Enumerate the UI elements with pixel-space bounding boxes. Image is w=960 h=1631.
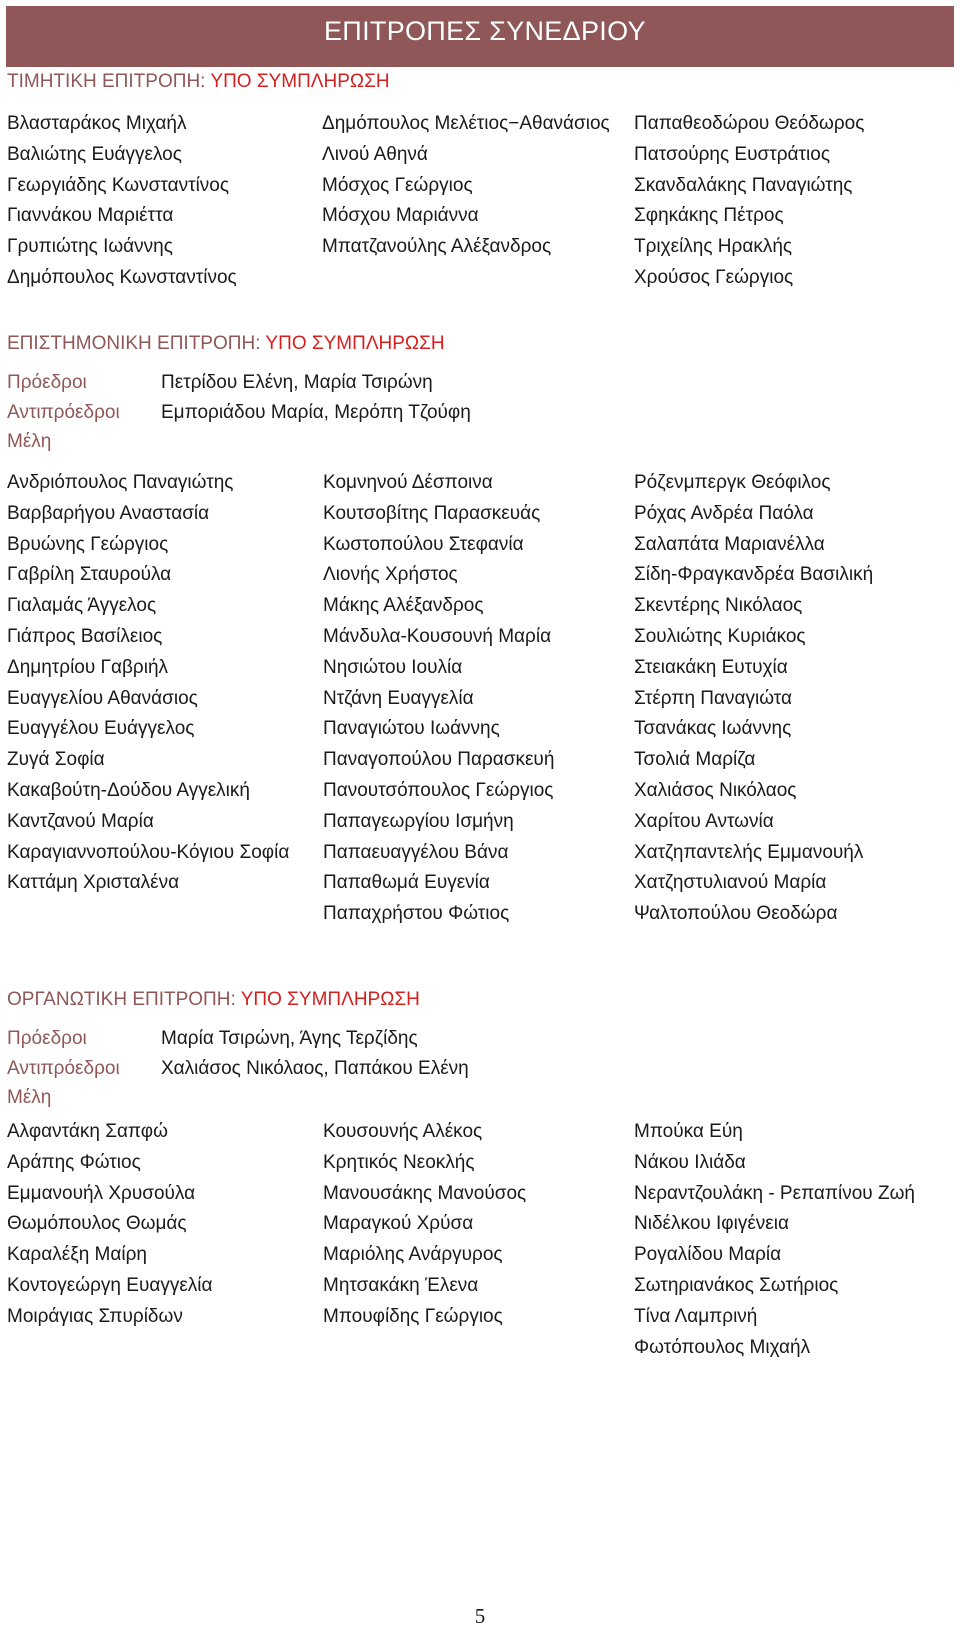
member-name: Κουσουνής Αλέκος	[323, 1121, 483, 1142]
organizing-column-1	[7, 1117, 213, 1333]
organizing-presidents-value: Μαρία Τσιρώνη, Άγης Τερζίδης	[161, 1028, 418, 1049]
member-name: Σκανδαλάκης Παναγιώτης	[634, 174, 853, 196]
honorary-heading-status: ΥΠΟ ΣΥΜΠΛΗΡΩΣΗ	[210, 71, 390, 92]
honorary-column-3	[634, 109, 864, 294]
member-name: Νεραντζουλάκη - Ρεπαπίνου Ζωή	[634, 1182, 915, 1204]
organizing-heading-status: ΥΠΟ ΣΥΜΠΛΗΡΩΣΗ	[240, 989, 420, 1010]
member-name: Σφηκάκης Πέτρος	[634, 205, 784, 227]
member-name: Κομνηνού Δέσποινα	[323, 472, 493, 493]
member-name: Μπουφίδης Γεώργιος	[323, 1305, 503, 1327]
member-name: Καντζανού Μαρία	[7, 810, 154, 832]
member-name: Μητσακάκη Έλενα	[323, 1274, 479, 1296]
member-name: Παπαθεοδώρου Θεόδωρος	[634, 113, 865, 134]
page-banner	[6, 6, 954, 67]
member-name: Ζυγά Σοφία	[7, 749, 105, 771]
organizing-vice-presidents-label: Αντιπρόεδροι	[7, 1058, 120, 1079]
member-name: Γρυπιώτης Ιωάννης	[7, 236, 173, 258]
scientific-members-label: Μέλη	[7, 431, 52, 452]
member-name: Χαλιάσος Νικόλαος	[634, 779, 797, 801]
member-name: Λινού Αθηνά	[322, 143, 428, 165]
member-name: Αράπης Φώτιος	[7, 1151, 141, 1173]
member-name: Καττάμη Χρισταλένα	[7, 872, 180, 894]
member-name: Χρούσος Γεώργιος	[634, 266, 794, 288]
organizing-members-label: Μέλη	[7, 1087, 52, 1108]
page-number: 5	[474, 1604, 486, 1628]
member-name: Μάνδυλα-Κουσουνή Μαρία	[323, 625, 552, 647]
member-name: Χατζηστυλιανού Μαρία	[634, 872, 827, 894]
scientific-presidents-label: Πρόεδροι	[7, 372, 87, 393]
organizing-vice-presidents-value: Χαλιάσος Νικόλαος, Παπάκου Ελένη	[161, 1058, 469, 1079]
member-name: Ρογαλίδου Μαρία	[634, 1244, 782, 1266]
member-name: Στέρπη Παναγιώτα	[634, 687, 793, 709]
member-name: Νιδέλκου Ιφιγένεια	[634, 1213, 789, 1235]
member-name: Θωμόπουλος Θωμάς	[7, 1213, 187, 1235]
member-name: Παπαθωμά Ευγενία	[323, 872, 490, 894]
member-name: Πανουτσόπουλος Γεώργιος	[323, 779, 554, 801]
member-name: Μόσχου Μαριάννα	[322, 205, 479, 227]
member-name: Βλασταράκος Μιχαήλ	[7, 113, 187, 134]
member-name: Γιάπρος Βασίλειος	[7, 625, 163, 647]
member-name: Τσανάκας Ιωάννης	[634, 718, 792, 740]
member-name: Λιονής Χρήστος	[323, 564, 458, 586]
member-name: Εμμανουήλ Χρυσούλα	[7, 1182, 196, 1204]
banner-title: ΕΠΙΤΡΟΠΕΣ ΣΥΝΕΔΡΙΟΥ	[324, 16, 646, 46]
honorary-column-2	[322, 109, 610, 263]
member-name: Κωστοπούλου Στεφανία	[323, 533, 524, 555]
member-name: Φωτόπουλος Μιχαήλ	[634, 1336, 811, 1358]
member-name: Παπαγεωργίου Ισμήνη	[323, 810, 514, 832]
member-name: Σαλαπάτα Μαριανέλλα	[634, 533, 825, 555]
member-name: Σίδη-Φραγκανδρέα Βασιλική	[634, 564, 874, 586]
member-name: Κοντογεώργη Ευαγγελία	[7, 1274, 213, 1296]
member-name: Πατσούρης Ευστράτιος	[634, 143, 830, 165]
scientific-heading-status: ΥΠΟ ΣΥΜΠΛΗΡΩΣΗ	[265, 333, 445, 354]
member-name: Ευαγγέλου Ευάγγελος	[7, 718, 195, 740]
member-name: Στειακάκη Ευτυχία	[634, 656, 788, 678]
member-name: Μόσχος Γεώργιος	[322, 174, 473, 196]
member-name: Βαλιώτης Ευάγγελος	[7, 143, 182, 165]
member-name: Γεωργιάδης Κωνσταντίνος	[7, 174, 230, 196]
member-name: Τίνα Λαμπρινή	[634, 1305, 758, 1327]
member-name: Σουλιώτης Κυριάκος	[634, 625, 806, 647]
member-name: Γιαννάκου Μαριέττα	[7, 205, 174, 227]
member-name: Δημητρίου Γαβριήλ	[7, 656, 169, 678]
member-name: Δημόπουλος Κωνσταντίνος	[7, 266, 237, 288]
scientific-column-3	[634, 468, 873, 930]
member-name: Παναγιώτου Ιωάννης	[323, 718, 500, 740]
member-name: Ρόζενμπεργκ Θεόφιλος	[634, 472, 831, 493]
member-name: Μαριόλης Ανάργυρος	[323, 1244, 503, 1266]
member-name: Ρόχας Ανδρέα Παόλα	[634, 502, 814, 524]
member-name: Ψαλτοπούλου Θεοδώρα	[634, 903, 838, 925]
member-name: Τσολιά Μαρίζα	[634, 749, 756, 771]
member-name: Σκεντέρης Νικόλαος	[634, 595, 803, 617]
member-name: Αλφαντάκη Σαπφώ	[7, 1121, 168, 1142]
member-name: Μπούκα Εύη	[634, 1121, 743, 1142]
member-name: Βρυώνης Γεώργιος	[7, 533, 169, 555]
member-name: Παπαευαγγέλου Βάνα	[323, 841, 509, 863]
member-name: Βαρβαρήγου Αναστασία	[7, 502, 210, 524]
member-name: Τριχείλης Ηρακλής	[634, 236, 793, 258]
member-name: Μπατζανούλης Αλέξανδρος	[322, 236, 552, 258]
scientific-column-1	[7, 468, 289, 899]
member-name: Νάκου Ιλιάδα	[634, 1151, 746, 1173]
member-name: Γιαλαμάς Άγγελος	[7, 595, 157, 617]
member-name: Παναγοπούλου Παρασκευή	[323, 749, 555, 771]
member-name: Νησιώτου Ιουλία	[323, 656, 463, 678]
scientific-presidents-value: Πετρίδου Ελένη, Μαρία Τσιρώνη	[161, 372, 433, 393]
member-name: Δημόπουλος Μελέτιος−Αθανάσιος	[322, 113, 610, 134]
scientific-vice-presidents-label: Αντιπρόεδροι	[7, 402, 120, 423]
member-name: Μαραγκού Χρύσα	[323, 1213, 474, 1235]
member-name: Κρητικός Νεοκλής	[323, 1151, 475, 1173]
member-name: Χατζηπαντελής Εμμανουήλ	[634, 841, 864, 863]
organizing-heading-label: ΟΡΓΑΝΩΤΙΚΗ ΕΠΙΤΡΟΠΗ:	[7, 989, 236, 1010]
scientific-column-2	[323, 468, 554, 930]
member-name: Σωτηριανάκος Σωτήριος	[634, 1274, 839, 1296]
member-name: Κακαβούτη-Δούδου Αγγελική	[7, 779, 250, 801]
member-name: Ντζάνη Ευαγγελία	[323, 687, 474, 709]
honorary-column-1	[7, 109, 237, 294]
member-name: Καραλέξη Μαίρη	[7, 1244, 147, 1266]
scientific-heading-label: ΕΠΙΣΤΗΜΟΝΙΚΗ ΕΠΙΤΡΟΠΗ:	[7, 333, 261, 354]
member-name: Χαρίτου Αντωνία	[634, 810, 774, 832]
member-name: Μοιράγιας Σπυρίδων	[7, 1305, 183, 1327]
scientific-heading	[7, 333, 445, 355]
scientific-vice-presidents-value: Εμποριάδου Μαρία, Μερόπη Τζούφη	[161, 402, 471, 423]
member-name: Μάκης Αλέξανδρος	[323, 595, 484, 617]
organizing-column-2	[323, 1117, 526, 1333]
organizing-heading	[7, 989, 420, 1011]
honorary-heading-label: ΤΙΜΗΤΙΚΗ ΕΠΙΤΡΟΠΗ:	[7, 71, 206, 92]
member-name: Παπαχρήστου Φώτιος	[323, 903, 510, 925]
member-name: Κουτσοβίτης Παρασκευάς	[323, 502, 541, 524]
honorary-heading	[7, 71, 390, 93]
member-name: Ευαγγελίου Αθανάσιος	[7, 687, 198, 709]
member-name: Γαβρίλη Σταυρούλα	[7, 564, 172, 586]
member-name: Μανουσάκης Μανούσος	[323, 1182, 527, 1204]
member-name: Καραγιαννοπούλου-Κόγιου Σοφία	[7, 841, 290, 863]
organizing-column-3	[634, 1117, 915, 1363]
organizing-presidents-label: Πρόεδροι	[7, 1028, 87, 1049]
member-name: Ανδριόπουλος Παναγιώτης	[7, 472, 234, 493]
